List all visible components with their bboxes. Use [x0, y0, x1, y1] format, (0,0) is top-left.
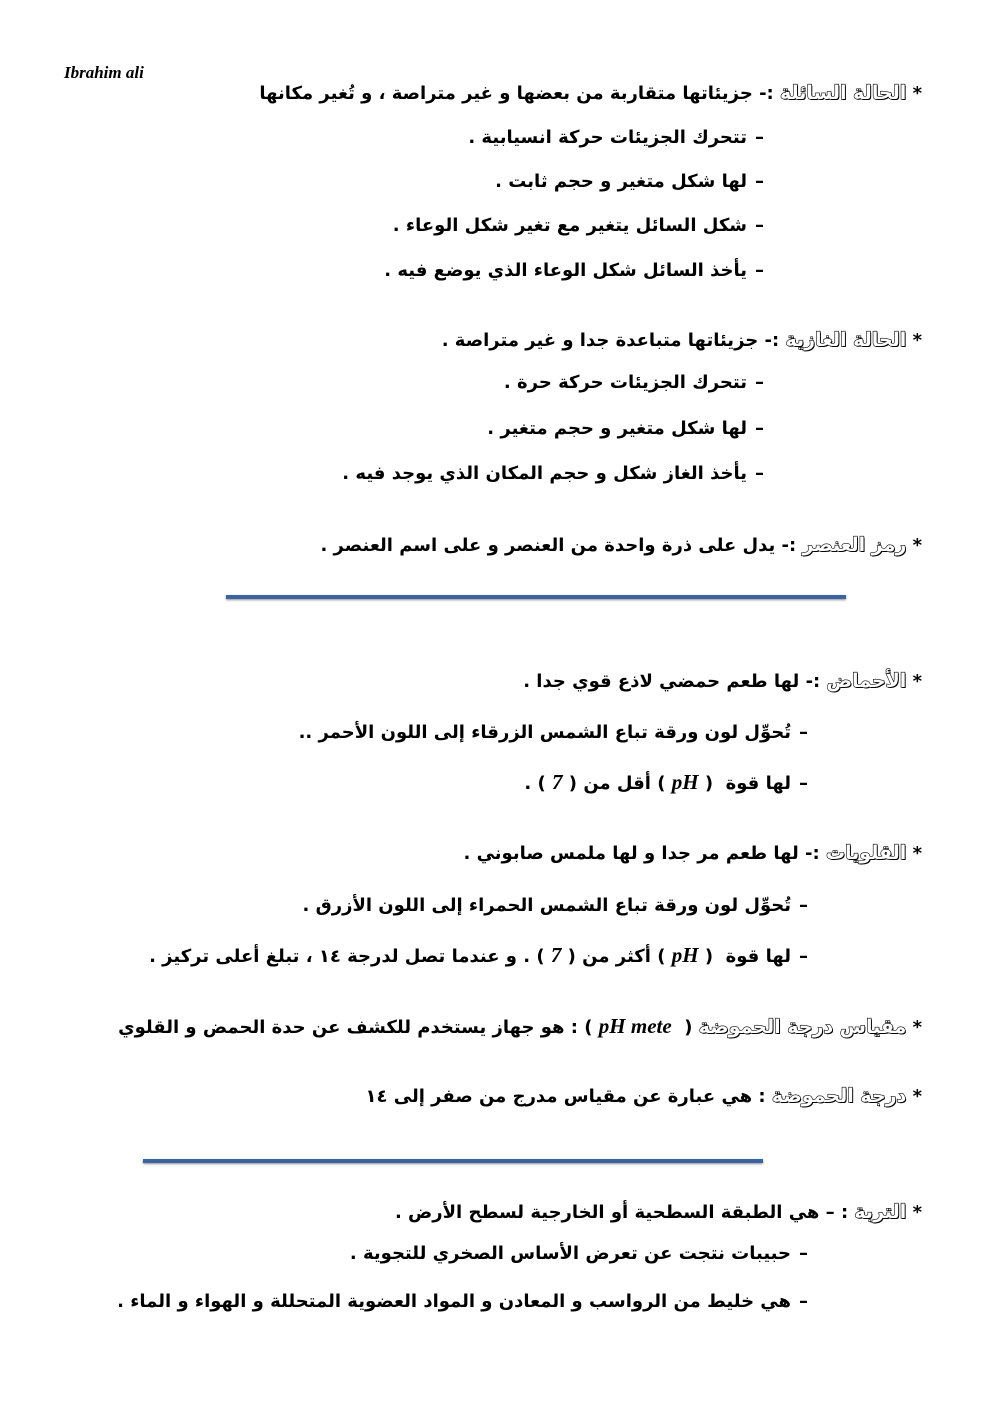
alkalis-item: –لها قوة ( pH ) أكثر من ( 7 ) . و عندما تصل لدرجة ١٤ ، تبلغ أعلى تركيز .: [149, 943, 808, 967]
bullet-star: *: [912, 83, 922, 104]
liquid-item: [495, 169, 764, 195]
item-text: أكثر من: [582, 946, 651, 967]
section-heading: القلويات: [825, 842, 907, 864]
item-text: لها شكل متغير و حجم متغير .: [487, 418, 747, 439]
item-text: هي خليط من الرواسب و المعادن و المواد العضوية المتحللة و الهواء و الماء .: [117, 1291, 791, 1312]
gas-item: [487, 416, 764, 442]
bullet-star: *: [912, 671, 922, 692]
section-text: لها طعم حمضي لاذع قوي جدا .: [523, 671, 806, 692]
bullet-star: *: [912, 1086, 922, 1107]
acidity-line: [366, 1083, 922, 1110]
section-heading: رمز العنصر: [802, 534, 907, 556]
dash: –: [799, 895, 808, 916]
soil-heading-line: [395, 1199, 922, 1226]
gas-item: [342, 461, 764, 487]
section-heading: الحالة الغازية: [785, 329, 907, 351]
section-heading: درجة الحموضة: [771, 1085, 907, 1107]
separator: :-: [759, 83, 781, 104]
bullet-star: *: [912, 843, 922, 864]
dash: –: [799, 1243, 808, 1264]
item-text: لها قوة: [725, 946, 791, 967]
separator: : –: [825, 1202, 855, 1223]
item-text: أقل من: [583, 773, 651, 794]
item-text: لها شكل متغير و حجم ثابت .: [495, 171, 747, 192]
section-text: : هي عبارة عن مقياس مدرج من صفر إلى ١٤: [365, 1086, 772, 1107]
bullet-star: *: [912, 535, 922, 556]
soil-item: [117, 1289, 808, 1315]
section-text: يدل على ذرة واحدة من العنصر و على اسم العنصر .: [320, 535, 782, 556]
item-text: تُحوِّل لون ورقة تباع الشمس الحمراء إلى اللون الأزرق .: [302, 895, 791, 916]
separator: :-: [805, 671, 827, 692]
item-text: تتحرك الجزيئات حركة انسيابية .: [468, 127, 747, 148]
liquid-heading-line: [259, 80, 922, 107]
gas-item: [504, 370, 764, 396]
acids-item: [299, 720, 808, 746]
gas-heading-line: [442, 327, 922, 354]
section-text: لها طعم مر جدا و لها ملمس صابوني .: [463, 843, 805, 864]
item-text: شكل السائل يتغير مع تغير شكل الوعاء .: [392, 215, 747, 236]
ph-meter-term: pH mete: [598, 1014, 672, 1038]
divider-rule: [226, 595, 846, 599]
author-name: Ibrahim ali: [64, 63, 144, 82]
alkalis-item: [303, 893, 808, 919]
dash: –: [799, 946, 808, 967]
section-text: هي الطبقة السطحية أو الخارجية لسطح الأرض .: [394, 1202, 826, 1223]
dash: –: [755, 171, 764, 192]
dash: –: [799, 722, 808, 743]
separator: :-: [781, 535, 803, 556]
dash: –: [755, 372, 764, 393]
dash: –: [755, 418, 764, 439]
dash: –: [755, 463, 764, 484]
ph-value: 7: [550, 943, 562, 967]
soil-item: [350, 1241, 808, 1267]
ph-value: 7: [552, 770, 563, 794]
bullet-star: *: [912, 1017, 922, 1038]
dash: –: [755, 260, 764, 281]
liquid-item: [393, 213, 764, 239]
liquid-item: [384, 258, 764, 284]
dash: –: [799, 1291, 808, 1312]
section-heading: مقياس درجة الحموضة: [698, 1016, 907, 1038]
item-end: . و عندما تصل لدرجة ١٤ ، تبلغ أعلى تركيز .: [149, 946, 531, 967]
item-text: تتحرك الجزيئات حركة حرة .: [503, 372, 747, 393]
item-text: حبيبات نتجت عن تعرض الأساس الصخري للتجوية .: [349, 1243, 791, 1264]
ph-symbol: pH: [671, 770, 699, 794]
dash: –: [755, 127, 764, 148]
item-text: يأخذ السائل شكل الوعاء الذي يوضع فيه .: [384, 260, 747, 281]
ph-symbol: pH: [671, 943, 699, 967]
section-text: : هو جهاز يستخدم للكشف عن حدة الحمض و القلوي: [118, 1017, 578, 1038]
item-text: لها قوة: [725, 773, 791, 794]
section-heading: الحالة السائلة: [780, 82, 907, 104]
meter-line: * مقياس درجة الحموضة ( pH mete ) : هو جهاز يستخدم للكشف عن حدة الحمض و القلوي: [118, 1014, 922, 1038]
separator: :-: [764, 330, 786, 351]
bullet-star: *: [912, 330, 922, 351]
section-text: جزيئاتها متباعدة جدا و غير متراصة .: [441, 330, 765, 351]
dash: –: [755, 215, 764, 236]
dash: –: [799, 773, 808, 794]
symbol-line: [320, 532, 922, 559]
separator: :-: [805, 843, 826, 864]
section-heading: الأحماض: [826, 670, 907, 692]
item-text: يأخذ الغاز شكل و حجم المكان الذي يوجد فيه .: [342, 463, 747, 484]
acids-item: –لها قوة ( pH ) أقل من ( 7 ) .: [524, 770, 808, 794]
item-text: تُحوِّل لون ورقة تباع الشمس الزرقاء إلى اللون الأحمر ..: [298, 722, 791, 743]
bullet-star: *: [912, 1202, 922, 1223]
item-end: .: [524, 773, 532, 794]
alkalis-heading-line: [463, 840, 922, 867]
section-heading: التربة: [854, 1201, 907, 1223]
section-text: جزيئاتها متقاربة من بعضها و غير متراصة ، و تُغير مكانها: [259, 83, 760, 104]
divider-rule: [143, 1159, 763, 1163]
acids-heading-line: [523, 668, 922, 695]
liquid-item: [468, 125, 764, 151]
